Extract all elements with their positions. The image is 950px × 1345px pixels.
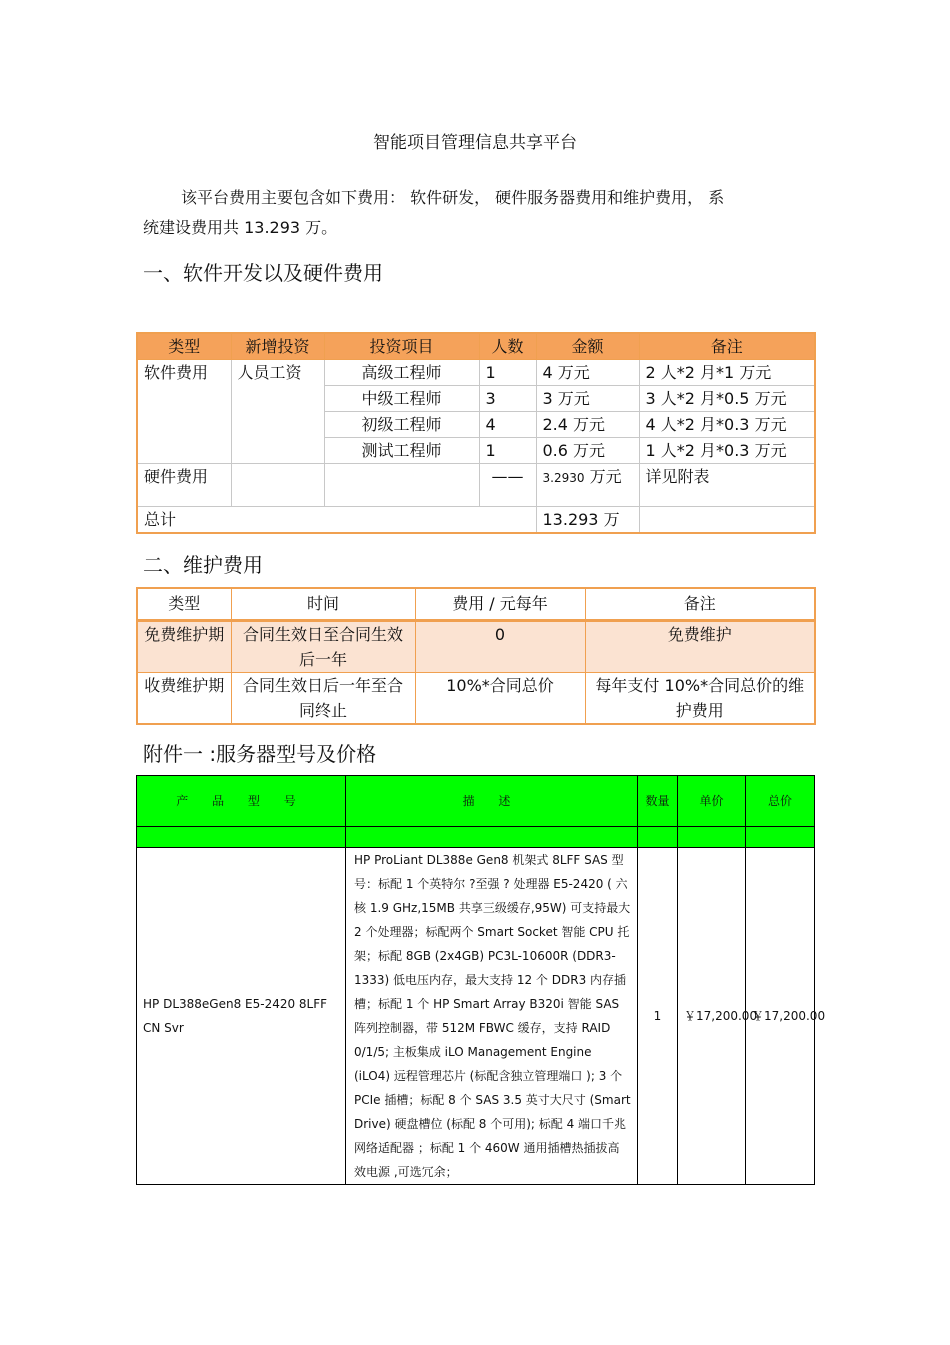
section-heading-software-hardware: 一、软件开发以及硬件费用 xyxy=(143,261,383,285)
header-investment-item: 投资项目 xyxy=(324,333,479,360)
note-cell: 免费维护 xyxy=(585,621,815,673)
count-cell: 3 xyxy=(479,386,536,412)
header-note: 备注 xyxy=(585,588,815,621)
hardware-row xyxy=(137,464,815,507)
document-title: 智能项目管理信息共享平台 xyxy=(373,133,577,153)
fee-cell: 10%*合同总价 xyxy=(415,673,585,725)
blank-row xyxy=(137,827,815,848)
total-price-cell: ￥17,200.00 xyxy=(746,848,815,1185)
table-row xyxy=(137,360,815,386)
count-cell: 1 xyxy=(479,360,536,386)
type-cell: 收费维护期 xyxy=(137,673,231,725)
table-row xyxy=(137,848,815,1185)
table-row xyxy=(137,673,815,725)
item-cell: 初级工程师 xyxy=(324,412,479,438)
maintenance-table xyxy=(136,587,816,725)
empty-cell xyxy=(678,827,746,848)
empty-cell xyxy=(639,507,815,534)
note-cell: 每年支付 10%*合同总价的维护费用 xyxy=(585,673,815,725)
model-cell: HP DL388eGen8 E5-2420 8LFF CN Svr xyxy=(137,848,346,1185)
empty-cell xyxy=(324,464,479,507)
item-cell: 中级工程师 xyxy=(324,386,479,412)
intro-line-2: 统建设费用共 13.293 万。 xyxy=(143,218,338,237)
time-cell: 合同生效日至合同生效后一年 xyxy=(231,621,415,673)
header-quantity: 数量 xyxy=(638,776,678,827)
header-description: 描 述 xyxy=(346,776,638,827)
item-cell: 高级工程师 xyxy=(324,360,479,386)
header-total-price: 总价 xyxy=(746,776,815,827)
amount-cell: 4 万元 xyxy=(536,360,639,386)
header-new-investment: 新增投资 xyxy=(231,333,324,360)
empty-cell xyxy=(137,827,346,848)
header-count: 人数 xyxy=(479,333,536,360)
software-type-cell: 软件费用 xyxy=(137,360,231,464)
fee-cell: 0 xyxy=(415,621,585,673)
count-cell: 4 xyxy=(479,412,536,438)
software-invest-cell: 人员工资 xyxy=(231,360,324,464)
amount-cell: 0.6 万元 xyxy=(536,438,639,464)
header-unit-price: 单价 xyxy=(678,776,746,827)
header-time: 时间 xyxy=(231,588,415,621)
hardware-amount-number: 3.2930 xyxy=(542,471,585,485)
empty-cell xyxy=(746,827,815,848)
cost-table-header xyxy=(137,333,815,360)
header-model: 产 品 型 号 xyxy=(137,776,346,827)
total-row xyxy=(137,507,815,534)
hardware-type-cell: 硬件费用 xyxy=(137,464,231,507)
header-type: 类型 xyxy=(137,333,231,360)
header-fee: 费用 / 元每年 xyxy=(415,588,585,621)
type-cell: 免费维护期 xyxy=(137,621,231,673)
total-amount: 13.293 万 xyxy=(536,507,639,534)
hardware-note-cell: 详见附表 xyxy=(639,464,815,507)
intro-paragraph xyxy=(143,183,813,243)
server-table xyxy=(136,775,826,1185)
time-cell: 合同生效日后一年至合同终止 xyxy=(231,673,415,725)
hardware-amount-unit: 万元 xyxy=(584,467,622,486)
intro-line-1: 该平台费用主要包含如下费用： 软件研发， 硬件服务器费用和维护费用， 系 xyxy=(181,188,725,207)
empty-cell xyxy=(346,827,638,848)
header-amount: 金额 xyxy=(536,333,639,360)
cost-table xyxy=(136,332,816,534)
hardware-amount-cell xyxy=(536,464,639,507)
amount-cell: 3 万元 xyxy=(536,386,639,412)
empty-cell xyxy=(231,464,324,507)
section-heading-maintenance: 二、维护费用 xyxy=(143,553,263,577)
server-table-header xyxy=(137,776,815,827)
empty-cell xyxy=(638,827,678,848)
note-cell: 1 人*2 月*0.3 万元 xyxy=(639,438,815,464)
maintenance-table-header xyxy=(137,588,815,621)
quantity-cell: 1 xyxy=(638,848,678,1185)
description-cell: HP ProLiant DL388e Gen8 机架式 8LFF SAS 型号：标配 1 个英特尔 ?至强 ? 处理器 E5-2420 ( 六核 1.9 GHz,15MB 共享三级缓存,95W) 可支持最大 2 个处理器；标配两个 Smart Socket 智能 CPU 托架；标配 8GB (2x4GB) PC3L-10600R (DDR3-1333) 低电压内存，最大支持 12 个 DDR3 内存插槽；标配 1 个 HP Smart Array B320i 智能 SAS 阵列控制器，带 512M FBWC 缓存，支持 RAID 0/1/5; 主板集成 iLO Management Engine (iLO4) 远程管理芯片 (标配含独立管理端口 ); 3 个 PCIe 插槽；标配 8 个 SAS 3.5 英寸大尺寸 (Smart Drive) 硬盘槽位 (标配 8 个可用); 标配 4 端口千兆网络适配器 ；标配 1 个 460W 通用插槽热插拔高效电源 ,可选冗余； xyxy=(346,848,638,1185)
amount-cell: 2.4 万元 xyxy=(536,412,639,438)
note-cell: 4 人*2 月*0.3 万元 xyxy=(639,412,815,438)
item-cell: 测试工程师 xyxy=(324,438,479,464)
header-type: 类型 xyxy=(137,588,231,621)
header-note: 备注 xyxy=(639,333,815,360)
section-heading-appendix: 附件一 :服务器型号及价格 xyxy=(143,742,377,766)
total-label: 总计 xyxy=(137,507,536,534)
table-row xyxy=(137,621,815,673)
note-cell: 3 人*2 月*0.5 万元 xyxy=(639,386,815,412)
unit-price-cell: ￥17,200.00 xyxy=(678,848,746,1185)
hardware-count-cell: —— xyxy=(479,464,536,507)
count-cell: 1 xyxy=(479,438,536,464)
note-cell: 2 人*2 月*1 万元 xyxy=(639,360,815,386)
